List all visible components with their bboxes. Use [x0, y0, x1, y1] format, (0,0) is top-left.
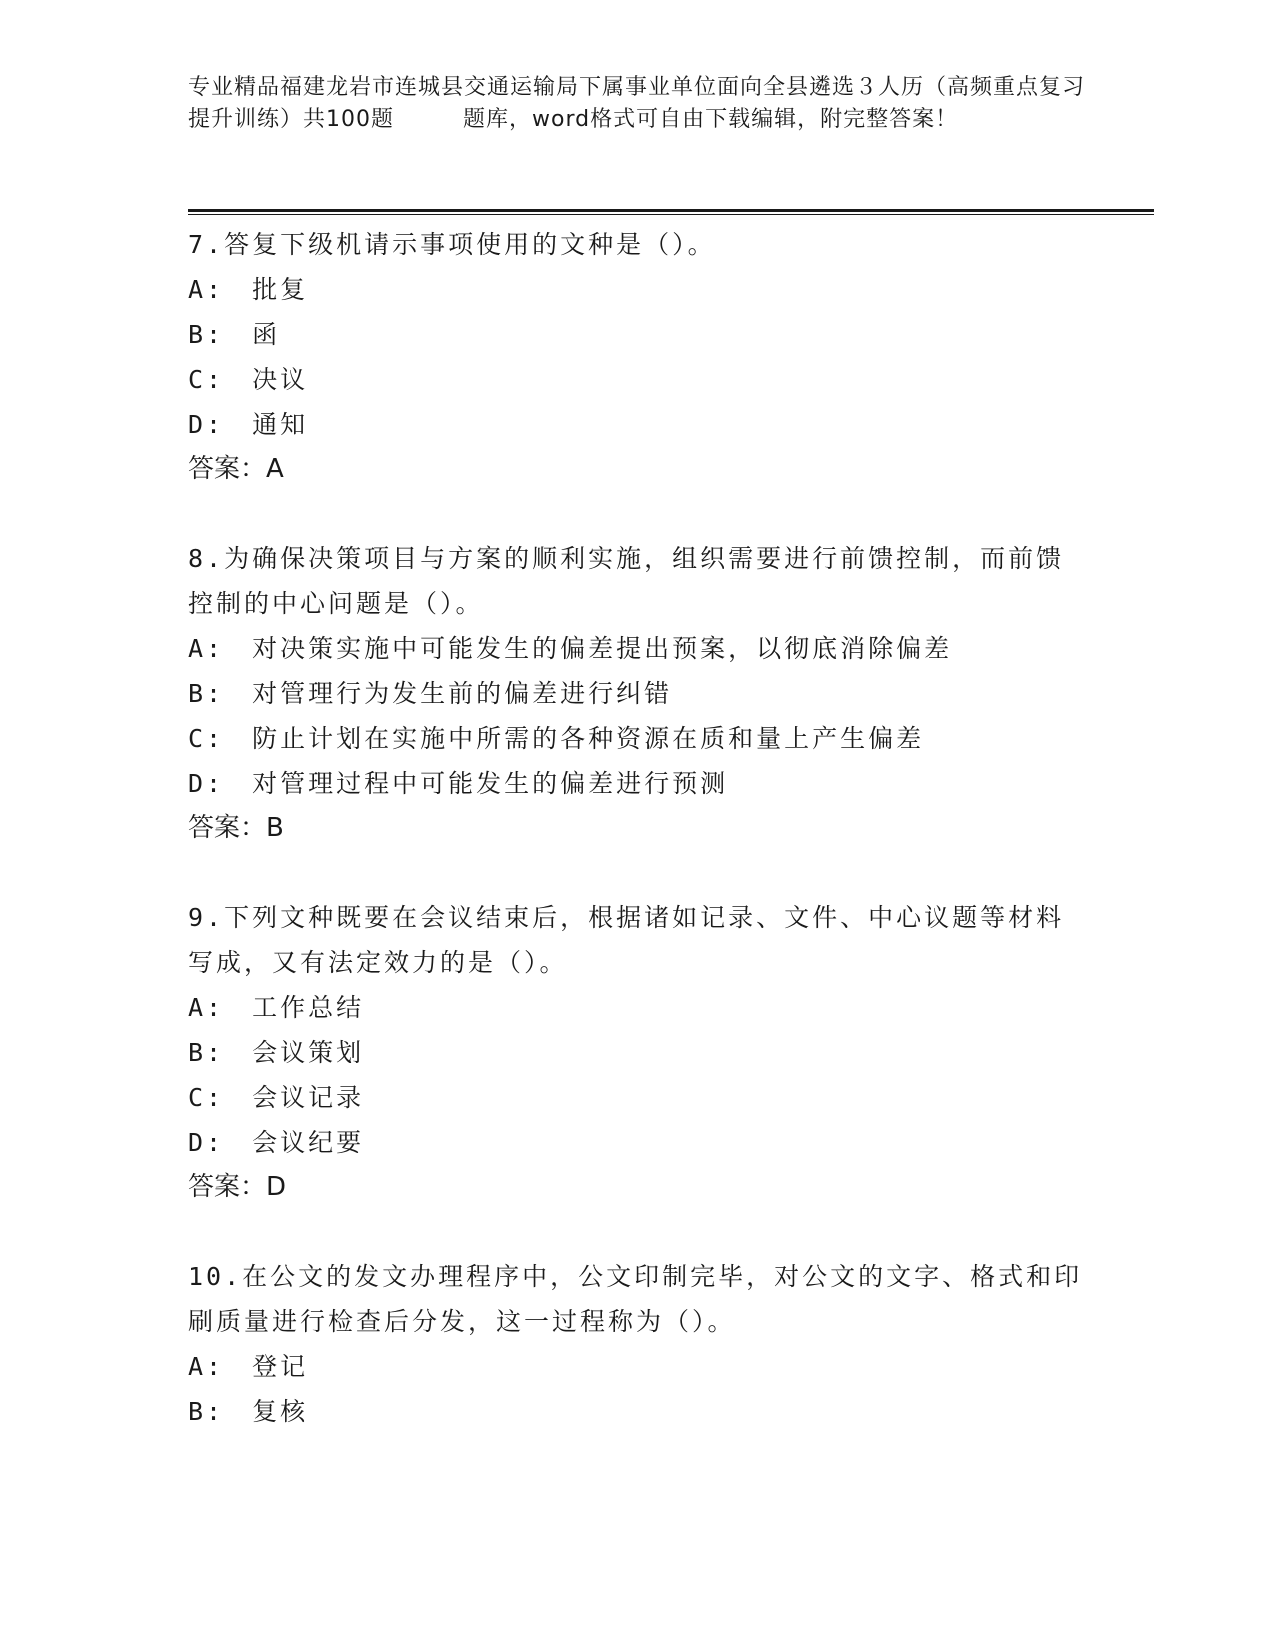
answer-line: 答案：A [188, 454, 284, 484]
option-a: A: 批复 [188, 275, 309, 304]
question-list [188, 222, 1088, 1478]
question-stem: 8.为确保决策项目与方案的顺利实施，组织需要进行前馈控制，而前馈控制的中心问题是（）。 [188, 544, 1065, 618]
option-b: B: 复核 [188, 1397, 309, 1426]
answer-line: 答案：B [188, 813, 284, 843]
option-d: D: 通知 [188, 410, 309, 439]
header-rule-thin [188, 214, 1154, 215]
header-rule-thick [188, 209, 1154, 212]
option-d: D: 对管理过程中可能发生的偏差进行预测 [188, 769, 729, 798]
option-c: C: 会议记录 [188, 1083, 365, 1112]
option-b: B: 对管理行为发生前的偏差进行纠错 [188, 679, 673, 708]
option-b: B: 会议策划 [188, 1038, 365, 1067]
question-item [188, 536, 1088, 851]
question-item [188, 895, 1088, 1210]
question-item [188, 222, 1088, 492]
option-b: B: 函 [188, 320, 281, 349]
option-c: C: 防止计划在实施中所需的各种资源在质和量上产生偏差 [188, 724, 925, 753]
option-a: A: 工作总结 [188, 993, 365, 1022]
document-header: 专业精品福建龙岩市连城县交通运输局下属事业单位面向全县遴选３人历（高频重点复习提升训练）共100题 题库，word格式可自由下载编辑，附完整答案！ [188, 75, 1086, 132]
option-c: C: 决议 [188, 365, 309, 394]
option-a: A: 登记 [188, 1352, 309, 1381]
option-d: D: 会议纪要 [188, 1128, 365, 1157]
question-stem: 7.答复下级机请示事项使用的文种是（）。 [188, 230, 716, 259]
question-item [188, 1254, 1088, 1434]
question-stem: 9.下列文种既要在会议结束后，根据诸如记录、文件、中心议题等材料写成，又有法定效力的是（）。 [188, 903, 1065, 977]
question-stem: 10.在公文的发文办理程序中，公文印制完毕，对公文的文字、格式和印刷质量进行检查后分发，这一过程称为（）。 [188, 1262, 1083, 1336]
answer-line: 答案：D [188, 1172, 287, 1202]
option-a: A: 对决策实施中可能发生的偏差提出预案，以彻底消除偏差 [188, 634, 953, 663]
